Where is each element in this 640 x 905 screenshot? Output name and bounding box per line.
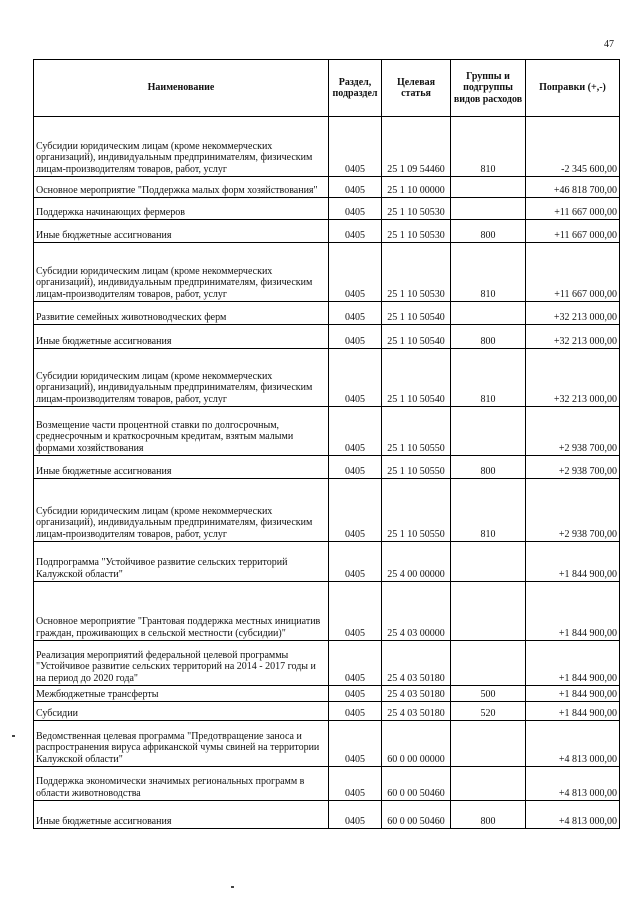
row-article: 60 0 00 50460	[382, 801, 451, 829]
row-article: 25 4 00 00000	[382, 542, 451, 582]
row-section: 0405	[329, 721, 382, 767]
row-section: 0405	[329, 641, 382, 686]
row-group: 800	[451, 801, 526, 829]
row-name: Иные бюджетные ассигнования	[34, 801, 329, 829]
row-amount: -2 345 600,00	[526, 117, 620, 177]
table-row	[34, 702, 620, 721]
row-article: 25 1 10 50530	[382, 243, 451, 302]
header-name: Наименование	[34, 60, 329, 117]
row-group: 500	[451, 686, 526, 702]
header-section: Раздел, подраздел	[329, 60, 382, 117]
row-group	[451, 198, 526, 220]
row-group	[451, 641, 526, 686]
row-article: 25 1 10 50530	[382, 220, 451, 243]
row-section: 0405	[329, 456, 382, 479]
row-name: Иные бюджетные ассигнования	[34, 220, 329, 243]
budget-amendments-table	[33, 59, 620, 829]
row-amount: +11 667 000,00	[526, 198, 620, 220]
row-article: 25 1 10 50540	[382, 325, 451, 349]
row-section: 0405	[329, 407, 382, 456]
table-row	[34, 767, 620, 801]
row-section: 0405	[329, 801, 382, 829]
row-group: 810	[451, 349, 526, 407]
row-section: 0405	[329, 198, 382, 220]
row-article: 25 4 03 00000	[382, 582, 451, 641]
row-group: 800	[451, 220, 526, 243]
row-article: 25 4 03 50180	[382, 702, 451, 721]
row-amount: +4 813 000,00	[526, 801, 620, 829]
row-amount: +46 818 700,00	[526, 177, 620, 198]
row-group: 810	[451, 479, 526, 542]
row-section: 0405	[329, 702, 382, 721]
row-article: 25 1 10 50540	[382, 302, 451, 325]
row-article: 25 1 10 50530	[382, 198, 451, 220]
row-amount: +1 844 900,00	[526, 702, 620, 721]
row-name: Ведомственная целевая программа "Предотвращение заноса и распространения вируса африканской чумы свиней на территории Калужской области"	[34, 721, 329, 767]
row-section: 0405	[329, 479, 382, 542]
row-section: 0405	[329, 767, 382, 801]
scan-mark	[12, 735, 15, 737]
table-row	[34, 220, 620, 243]
row-group	[451, 407, 526, 456]
row-section: 0405	[329, 302, 382, 325]
row-article: 25 4 03 50180	[382, 686, 451, 702]
row-article: 25 1 10 50540	[382, 349, 451, 407]
table-row	[34, 177, 620, 198]
page-number: 47	[604, 39, 614, 50]
row-amount: +1 844 900,00	[526, 686, 620, 702]
header-article: Целевая статья	[382, 60, 451, 117]
row-name: Развитие семейных животноводческих ферм	[34, 302, 329, 325]
row-amount: +32 213 000,00	[526, 325, 620, 349]
row-amount: +1 844 900,00	[526, 542, 620, 582]
row-name: Возмещение части процентной ставки по долгосрочным, среднесрочным и краткосрочным кредитам, взятым малыми формами хозяйствования	[34, 407, 329, 456]
row-name: Подпрограмма "Устойчивое развитие сельских территорий Калужской области"	[34, 542, 329, 582]
row-section: 0405	[329, 243, 382, 302]
row-name: Реализация мероприятий федеральной целевой программы "Устойчивое развитие сельских территорий на 2014 - 2017 годы и на период до 2020 года"	[34, 641, 329, 686]
row-section: 0405	[329, 117, 382, 177]
table-row	[34, 198, 620, 220]
row-name: Поддержка экономически значимых региональных программ в области животноводства	[34, 767, 329, 801]
row-amount: +2 938 700,00	[526, 479, 620, 542]
row-article: 25 1 10 50550	[382, 479, 451, 542]
table-body	[34, 117, 620, 829]
table-row	[34, 302, 620, 325]
row-group	[451, 177, 526, 198]
row-section: 0405	[329, 686, 382, 702]
row-group: 810	[451, 243, 526, 302]
row-name: Субсидии	[34, 702, 329, 721]
row-article: 60 0 00 00000	[382, 721, 451, 767]
table-header-row	[34, 60, 620, 117]
table-row	[34, 117, 620, 177]
row-name: Основное мероприятие "Грантовая поддержка местных инициатив граждан, проживающих в сельской местности (субсидии)"	[34, 582, 329, 641]
row-group: 520	[451, 702, 526, 721]
row-amount: +32 213 000,00	[526, 302, 620, 325]
row-group: 800	[451, 325, 526, 349]
row-group	[451, 721, 526, 767]
row-group	[451, 302, 526, 325]
table-row	[34, 641, 620, 686]
row-article: 25 4 03 50180	[382, 641, 451, 686]
row-section: 0405	[329, 349, 382, 407]
table-row	[34, 407, 620, 456]
header-group: Группы и подгруппы видов расходов	[451, 60, 526, 117]
row-section: 0405	[329, 177, 382, 198]
table-row	[34, 456, 620, 479]
header-amount: Поправки (+,-)	[526, 60, 620, 117]
row-amount: +11 667 000,00	[526, 220, 620, 243]
row-section: 0405	[329, 542, 382, 582]
table-row	[34, 721, 620, 767]
row-group	[451, 767, 526, 801]
row-name: Субсидии юридическим лицам (кроме некоммерческих организаций), индивидуальным предпринимателям, физическим лицам-производителям товаров, работ, услуг	[34, 117, 329, 177]
table-row	[34, 542, 620, 582]
row-name: Основное мероприятие "Поддержка малых форм хозяйствования"	[34, 177, 329, 198]
table-row	[34, 325, 620, 349]
row-group: 810	[451, 117, 526, 177]
row-article: 25 1 10 00000	[382, 177, 451, 198]
row-name: Иные бюджетные ассигнования	[34, 456, 329, 479]
row-amount: +1 844 900,00	[526, 641, 620, 686]
row-section: 0405	[329, 220, 382, 243]
row-name: Субсидии юридическим лицам (кроме некоммерческих организаций), индивидуальным предпринимателям, физическим лицам-производителям товаров, работ, услуг	[34, 243, 329, 302]
row-amount: +11 667 000,00	[526, 243, 620, 302]
row-section: 0405	[329, 582, 382, 641]
row-article: 60 0 00 50460	[382, 767, 451, 801]
table-row	[34, 243, 620, 302]
row-article: 25 1 09 54460	[382, 117, 451, 177]
row-group	[451, 542, 526, 582]
row-amount: +32 213 000,00	[526, 349, 620, 407]
row-amount: +2 938 700,00	[526, 407, 620, 456]
row-group	[451, 582, 526, 641]
table-row	[34, 479, 620, 542]
row-name: Межбюджетные трансферты	[34, 686, 329, 702]
row-name: Поддержка начинающих фермеров	[34, 198, 329, 220]
row-name: Субсидии юридическим лицам (кроме некоммерческих организаций), индивидуальным предпринимателям, физическим лицам-производителям товаров, работ, услуг	[34, 479, 329, 542]
table-row	[34, 801, 620, 829]
row-name: Иные бюджетные ассигнования	[34, 325, 329, 349]
table-row	[34, 349, 620, 407]
row-group: 800	[451, 456, 526, 479]
table-row	[34, 582, 620, 641]
table-row	[34, 686, 620, 702]
row-amount: +4 813 000,00	[526, 721, 620, 767]
row-name: Субсидии юридическим лицам (кроме некоммерческих организаций), индивидуальным предпринимателям, физическим лицам-производителям товаров, работ, услуг	[34, 349, 329, 407]
row-section: 0405	[329, 325, 382, 349]
row-amount: +4 813 000,00	[526, 767, 620, 801]
row-article: 25 1 10 50550	[382, 456, 451, 479]
row-amount: +1 844 900,00	[526, 582, 620, 641]
scan-mark	[231, 886, 234, 888]
row-amount: +2 938 700,00	[526, 456, 620, 479]
row-article: 25 1 10 50550	[382, 407, 451, 456]
